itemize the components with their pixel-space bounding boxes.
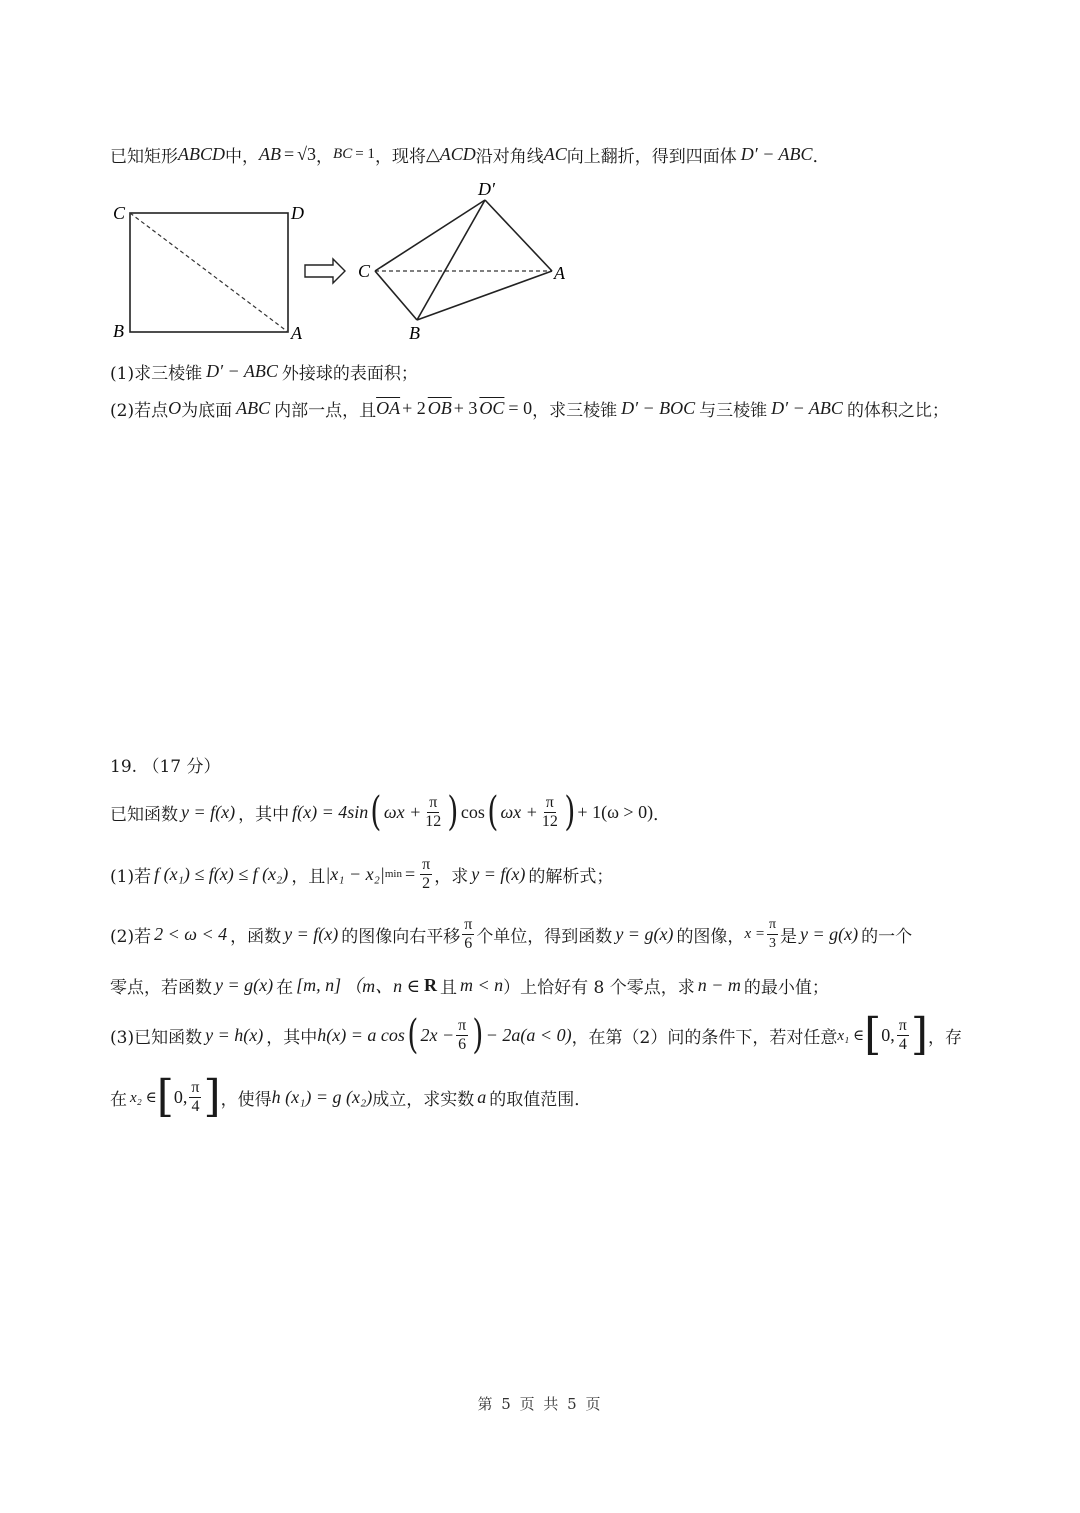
q18-part2 (110, 396, 949, 421)
q19-l6-mid: ，使得 (220, 1089, 272, 1110)
q19-l3-mid: ，函数 (230, 926, 282, 947)
frac-den: 6 (464, 934, 473, 952)
q19-l5-2x: 2x − (420, 1024, 455, 1045)
q19-l2-mid: ，且 (291, 866, 326, 887)
q18-part1-post: 外接球的表面积； (281, 364, 418, 384)
q19-l1-fx: f(x) = 4sin (292, 801, 369, 822)
frac-num: π (191, 1078, 200, 1096)
frac-num: π (429, 793, 438, 811)
q19-l6-pre: 在 (110, 1089, 127, 1110)
label-left-c: C (113, 203, 126, 223)
q19-l4-paren: （m、n ∈ (344, 976, 420, 996)
frac-den: 3 (769, 935, 776, 951)
q19-l3-mid4: 的图像， (676, 926, 745, 947)
q18-fold: 向上翻折，得到四面体 (566, 147, 737, 167)
label-right-b: B (409, 323, 420, 343)
frac-den: 4 (898, 1035, 907, 1053)
q19-l5-y: y = h(x) (205, 1024, 264, 1045)
q19-l1-tail: + 1(ω > 0) (577, 801, 654, 822)
q19-l4-R: R (423, 974, 437, 995)
label-right-dprime: D′ (478, 179, 495, 199)
q18-bc: BC (333, 146, 353, 162)
q19-l1-wx: ωx + (383, 801, 422, 822)
tetrahedron (375, 200, 552, 320)
fraction-pi-6 (462, 916, 474, 953)
q19-part2-a (110, 912, 912, 956)
label-right-a: A (554, 263, 565, 283)
q19-l3-g: y = g(x) (615, 923, 674, 944)
edge-bd (417, 200, 485, 320)
q18-plus2: + 2 (402, 398, 426, 418)
q18-part2-mid2: 内部一点，且 (274, 401, 377, 421)
q18-plus3: + 3 (453, 398, 478, 418)
right-arrow-icon (305, 259, 345, 283)
q18-along: 沿对角线 (475, 147, 544, 167)
q18-intro-pre: 已知矩形 (110, 147, 178, 167)
fraction-pi-4-b (189, 1079, 201, 1116)
q19-l4-g: y = g(x) (215, 974, 274, 995)
q19-l4-post: 的最小值； (743, 977, 829, 998)
q19-l4-cond: m < n (459, 974, 504, 995)
q19-l5-pre: (3)已知函数 (110, 1027, 203, 1048)
fraction-pi-6-b (456, 1017, 468, 1054)
frac-den: 4 (191, 1097, 200, 1115)
q19-l5-mid2: ，在第（2）问的条件下，若对任意 (571, 1027, 838, 1048)
q19-l6-mid2: 成立，求实数 (372, 1089, 475, 1110)
q19-l1-cos: cos (460, 801, 485, 822)
edge-da (485, 200, 552, 271)
q18-part2-post: 的体积之比； (846, 401, 949, 421)
frac-num: π (767, 916, 778, 935)
q18-part2-pre: (2)若点 (110, 401, 169, 421)
q18-sqrt3: √3 (297, 144, 317, 164)
q18-tetra: D′ − ABC (740, 144, 813, 164)
q19-l2-pre: (1)若 (110, 866, 152, 887)
q18-part1-tetra: D′ − ABC (206, 361, 278, 381)
q19-l3-y: y = f(x) (284, 923, 339, 944)
q19-l6-post: 的取值范围． (489, 1089, 592, 1110)
q19-l3-range: 2 < ω < 4 (154, 923, 228, 944)
paren-open-3: ( (407, 1012, 419, 1058)
paren-open: ( (370, 789, 382, 835)
frac-num: π (422, 855, 431, 873)
q18-ac: AC (543, 144, 567, 164)
q18-period: ． (812, 147, 830, 167)
q19-l4-interval: [m, n] (296, 974, 342, 995)
q19-l3-x: x = (744, 925, 765, 942)
paren-open-2: ( (487, 789, 499, 835)
bracket-open-2: [ (156, 1071, 174, 1122)
q19-l3-mid5: 是 (780, 926, 798, 947)
q19-l5-x1: x₁ ∈ (837, 1027, 865, 1044)
paren-close-2: ) (564, 789, 576, 835)
q19-part1 (110, 852, 613, 896)
fraction-pi-4 (897, 1017, 909, 1054)
edge-cb (375, 271, 417, 320)
q19-header-text: 19. （17 分） (110, 757, 221, 777)
q19-l2-post: 的解析式； (528, 866, 614, 887)
q19-l2-mid2: ，求 (434, 866, 469, 887)
q18-eq: = (284, 144, 295, 164)
q19-l6-a: a (477, 1086, 487, 1107)
q19-l2-ineq: f (x₁) ≤ f(x) ≤ f (x₂) (154, 863, 289, 884)
q18-eq0: = 0 (508, 398, 533, 418)
q18-eq1: = 1 (355, 146, 375, 162)
fraction-pi-3 (767, 916, 778, 953)
q19-part2-b (110, 972, 829, 998)
q19-header (110, 752, 220, 777)
frac-num: π (545, 793, 554, 811)
paren-close: ) (447, 789, 459, 835)
q19-l6-x2: x₂ ∈ (130, 1089, 157, 1106)
q19-l5-zero: 0, (881, 1024, 895, 1045)
q19-line1 (110, 790, 670, 834)
label-right-c: C (358, 261, 371, 281)
q19-l1-period: ． (653, 804, 671, 825)
bracket-close-2: ] (203, 1071, 221, 1122)
q18-part2-mid4: 与三棱锥 (699, 401, 768, 421)
q18-intro-line (110, 142, 830, 167)
q19-l3-mid3: 个单位，得到函数 (476, 926, 613, 947)
q19-l4-pre: 零点，若函数 (110, 977, 212, 998)
q19-l4-in: 在 (276, 977, 294, 998)
q19-part3-a (110, 1010, 962, 1060)
vector-ob: $\overline{OB}$ (427, 398, 452, 418)
q19-l1-mid: ，其中 (238, 804, 290, 825)
q19-part3-b (110, 1072, 591, 1122)
q19-l1-wx2: ωx + (500, 801, 538, 822)
page-footer: 第 5 页 共 5 页 (477, 1395, 603, 1413)
fraction-pi-2 (420, 856, 432, 893)
q19-l2-min: min (384, 868, 402, 880)
frac-num: π (464, 915, 473, 933)
q18-part2-o: O (168, 398, 182, 418)
frac-num: π (898, 1016, 907, 1034)
edge-cd (375, 200, 485, 271)
q19-l5-tail: − 2a(a < 0) (485, 1024, 572, 1045)
folding-diagram (105, 175, 585, 350)
label-left-a: A (291, 323, 302, 343)
q19-l4-and: 且 (439, 977, 457, 998)
q19-l5-h: h(x) = a cos (317, 1024, 405, 1045)
q19-l6-zero: 0, (173, 1086, 188, 1107)
fraction-pi-12 (423, 794, 443, 831)
q18-part2-mid3: ，求三棱锥 (532, 401, 618, 421)
q18-ab: AB (259, 144, 281, 164)
q19-l3-pre: (2)若 (110, 926, 152, 947)
q18-tri: △ACD (425, 144, 476, 164)
q19-l4-nm: n − m (697, 974, 741, 995)
q18-rect-name: ABCD (178, 144, 225, 164)
q18-part2-abc: ABC (236, 398, 271, 418)
label-left-b: B (113, 321, 124, 341)
q18-part1 (110, 359, 418, 384)
q19-l2-y: y = f(x) (471, 863, 526, 884)
q19-l5-mid: ，其中 (266, 1027, 318, 1048)
q19-l3-post: 的一个 (861, 926, 913, 947)
bracket-close: ] (910, 1009, 929, 1060)
q18-now: ，现将 (374, 147, 426, 167)
bracket-open: [ (864, 1009, 882, 1060)
paren-close-3: ) (472, 1012, 484, 1058)
q19-l1-pre: 已知函数 (110, 804, 178, 825)
q19-l5-post: ，存 (928, 1027, 963, 1048)
frac-den: 6 (458, 1035, 467, 1053)
frac-den: 2 (422, 874, 431, 892)
fraction-pi-12-b (540, 794, 560, 831)
frac-den: 12 (541, 812, 558, 830)
q18-zhong: 中， (225, 147, 259, 167)
q19-l3-g2: y = g(x) (800, 923, 859, 944)
q18-comma: ， (316, 147, 334, 167)
q19-l3-mid2: 的图像向右平移 (341, 926, 461, 947)
q19-l6-eq: h (x₁) = g (x₂) (271, 1086, 373, 1107)
edge-ba (417, 271, 552, 320)
q19-l4-close: ）上恰好有 8 个零点，求 (503, 977, 695, 998)
q19-l1-y: y = f(x) (181, 801, 236, 822)
q19-l2-abs: |x₁ − x₂| (325, 863, 385, 884)
q18-part1-pre: (1)求三棱锥 (110, 364, 203, 384)
vector-oa: $\overline{OA}$ (376, 398, 401, 418)
q18-part2-boc: D′ − BOC (621, 398, 696, 418)
label-left-d: D (291, 203, 304, 223)
frac-num: π (458, 1016, 467, 1034)
frac-den: 12 (425, 812, 442, 830)
q18-part2-abc2: D′ − ABC (771, 398, 843, 418)
q19-l2-eq: = (404, 863, 416, 884)
diagonal-ac (130, 213, 288, 332)
vector-oc: $\overline{OC}$ (479, 398, 505, 418)
q18-part2-mid: 为底面 (181, 401, 233, 421)
